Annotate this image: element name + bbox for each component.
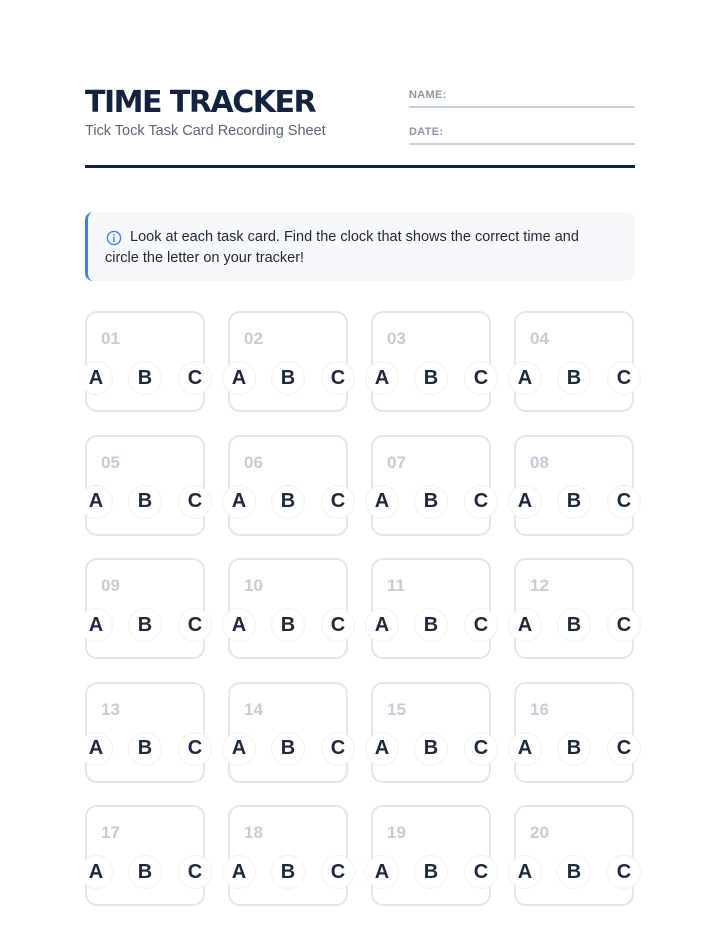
answer-card <box>514 435 634 536</box>
choice-a-option[interactable]: A <box>365 608 399 642</box>
page-title: TIME TRACKER <box>85 85 316 120</box>
choice-b-option[interactable]: B <box>128 855 162 889</box>
choice-b-option[interactable]: B <box>557 855 591 889</box>
card-number: 03 <box>387 329 406 348</box>
answer-card <box>371 311 491 412</box>
choice-a-option[interactable]: A <box>365 485 399 519</box>
choice-b-option[interactable]: B <box>128 485 162 519</box>
choice-c-option[interactable]: C <box>178 608 212 642</box>
choice-a-option[interactable]: A <box>85 361 113 395</box>
card-number: 16 <box>530 699 549 719</box>
choice-c-option[interactable]: C <box>178 855 212 889</box>
choice-b-option[interactable]: B <box>414 485 448 519</box>
answer-card <box>85 558 205 659</box>
choice-c-option[interactable]: C <box>464 732 498 766</box>
card-number: 01 <box>101 329 120 348</box>
choice-c-option[interactable]: C <box>607 855 641 889</box>
card-number: 19 <box>387 823 406 842</box>
header-divider <box>85 165 635 168</box>
answer-card <box>85 311 205 412</box>
card-number: 17 <box>101 823 120 842</box>
choice-a-option[interactable]: A <box>222 485 256 519</box>
sheet-header <box>85 86 635 170</box>
card-number: 04 <box>530 329 549 348</box>
choice-b-option[interactable]: B <box>414 732 448 766</box>
card-number: 09 <box>101 576 120 595</box>
card-number: 12 <box>530 576 549 595</box>
choice-b-option[interactable]: B <box>557 361 591 395</box>
choice-b-option[interactable]: B <box>128 361 162 395</box>
choice-c-option[interactable]: C <box>607 608 641 642</box>
choice-a-option[interactable]: A <box>508 608 542 642</box>
instructions-callout <box>85 212 635 281</box>
choice-c-option[interactable]: C <box>178 732 212 766</box>
instructions-text: Look at each task card. Find the clock that shows the correct time and circle the letter on your tracker! <box>105 229 579 266</box>
choice-b-option[interactable]: B <box>414 855 448 889</box>
card-number: 02 <box>244 329 263 348</box>
answer-card <box>228 805 348 906</box>
card-number: 11 <box>387 576 405 595</box>
name-label: NAME: <box>409 89 447 101</box>
choice-a-option[interactable]: A <box>365 361 399 395</box>
page-subtitle: Tick Tock Task Card Recording Sheet <box>85 123 326 139</box>
choice-a-option[interactable]: A <box>365 855 399 889</box>
choice-a-option[interactable]: A <box>508 361 542 395</box>
answer-card <box>371 805 491 906</box>
choice-b-option[interactable]: B <box>271 732 305 766</box>
card-number: 20 <box>530 823 549 842</box>
choice-a-option[interactable]: A <box>222 855 256 889</box>
choice-a-option[interactable]: A <box>85 855 113 889</box>
choice-c-option[interactable]: C <box>178 361 212 395</box>
answer-card <box>514 558 634 659</box>
choice-b-option[interactable]: B <box>414 361 448 395</box>
answer-card <box>371 682 491 783</box>
answer-card-grid <box>85 311 645 932</box>
choice-a-option[interactable]: A <box>508 732 542 766</box>
answer-card <box>85 805 205 906</box>
card-number: 15 <box>387 699 406 719</box>
card-number: 10 <box>244 576 263 595</box>
choice-b-option[interactable]: B <box>557 608 591 642</box>
answer-card <box>228 311 348 412</box>
choice-c-option[interactable]: C <box>607 732 641 766</box>
answer-card <box>85 682 205 783</box>
choice-a-option[interactable]: A <box>508 855 542 889</box>
choice-c-option[interactable]: C <box>464 855 498 889</box>
choice-a-option[interactable]: A <box>222 608 256 642</box>
answer-card <box>514 805 634 906</box>
choice-c-option[interactable]: C <box>607 361 641 395</box>
card-number: 05 <box>101 452 120 472</box>
choice-c-option[interactable]: C <box>607 485 641 519</box>
answer-card <box>85 435 205 536</box>
choice-a-option[interactable]: A <box>85 608 113 642</box>
choice-c-option[interactable]: C <box>321 732 355 766</box>
choice-c-option[interactable]: C <box>464 485 498 519</box>
answer-card <box>514 682 634 783</box>
choice-c-option[interactable]: C <box>178 485 212 519</box>
card-number: 07 <box>387 452 406 472</box>
choice-b-option[interactable]: B <box>128 732 162 766</box>
choice-c-option[interactable]: C <box>321 361 355 395</box>
choice-a-option[interactable]: A <box>85 732 113 766</box>
card-number: 08 <box>530 452 549 472</box>
choice-a-option[interactable]: A <box>85 485 113 519</box>
card-number: 06 <box>244 452 263 472</box>
name-field[interactable] <box>409 86 635 108</box>
choice-c-option[interactable]: C <box>464 361 498 395</box>
answer-card <box>371 558 491 659</box>
choice-c-option[interactable]: C <box>464 608 498 642</box>
answer-card <box>228 682 348 783</box>
choice-c-option[interactable]: C <box>321 608 355 642</box>
choice-b-option[interactable]: B <box>271 855 305 889</box>
choice-b-option[interactable]: B <box>557 732 591 766</box>
choice-a-option[interactable]: A <box>508 485 542 519</box>
choice-c-option[interactable]: C <box>321 855 355 889</box>
choice-b-option[interactable]: B <box>271 361 305 395</box>
choice-a-option[interactable]: A <box>222 732 256 766</box>
date-field[interactable] <box>409 123 635 145</box>
choice-b-option[interactable]: B <box>557 485 591 519</box>
choice-b-option[interactable]: B <box>128 608 162 642</box>
card-number: 14 <box>244 699 263 719</box>
choice-c-option[interactable]: C <box>321 485 355 519</box>
choice-b-option[interactable]: B <box>271 485 305 519</box>
choice-b-option[interactable]: B <box>414 608 448 642</box>
choice-a-option[interactable]: A <box>365 732 399 766</box>
card-number: 18 <box>244 823 263 842</box>
date-label: DATE: <box>409 126 444 138</box>
answer-card <box>514 311 634 412</box>
card-number: 13 <box>101 699 120 719</box>
answer-card <box>228 558 348 659</box>
answer-card <box>228 435 348 536</box>
choice-a-option[interactable]: A <box>222 361 256 395</box>
answer-card <box>371 435 491 536</box>
choice-b-option[interactable]: B <box>271 608 305 642</box>
